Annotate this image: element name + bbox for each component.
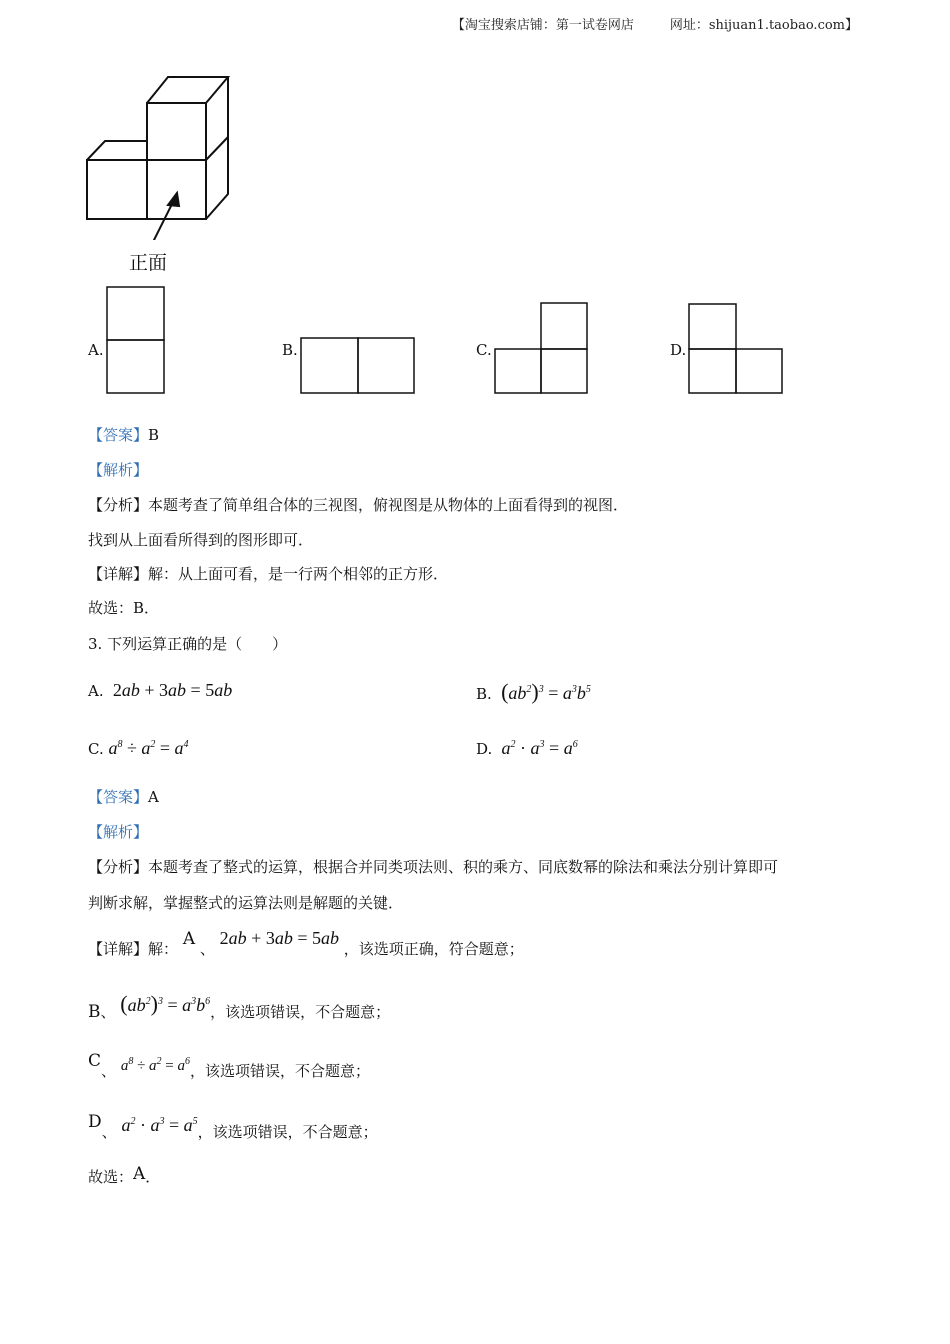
detail-tag: 【详解】: [88, 940, 149, 958]
q2-option-b-label: B.: [282, 341, 298, 359]
detail-sep: 、: [199, 940, 215, 958]
q2-option-a-label: A.: [88, 341, 104, 359]
front-cube-right: [147, 160, 206, 219]
q3-detail-d: [88, 1112, 378, 1142]
q3-conclusion: [88, 1164, 161, 1187]
q3-option-a-expr: 2ab + 3ab = 5ab: [112, 680, 233, 700]
q3-option-b-expr: $(ab^2)^3 = a^3b^5$: [501, 679, 591, 704]
conclusion-prefix: 故选：: [88, 1168, 134, 1186]
shop-info: 【淘宝搜索店铺：第一试卷网店: [451, 18, 634, 33]
q3-detail-b: [88, 991, 391, 1022]
q3-analysis-tag: 【解析】: [88, 823, 149, 841]
q2-option-b-figure: [300, 337, 417, 395]
detail-b-expr: $(ab^2)^3 = a^3b^6$: [120, 991, 211, 1016]
front-cube-top: [147, 103, 206, 160]
detail-letter: A: [182, 929, 196, 949]
q2-option-c-label: C.: [476, 341, 492, 359]
q3-option-a-label: A.: [88, 682, 104, 700]
site-url: 网址：shijuan1.taobao.com】: [669, 18, 858, 33]
q3-stem: 3. 下列运算正确的是（ ）: [88, 635, 288, 653]
cube-figure: [80, 70, 250, 240]
answer-value: A: [148, 788, 159, 806]
detail-prefix: 解：: [148, 940, 179, 958]
detail-sep: 、: [101, 1123, 117, 1141]
detail-c-expr: $a^8 \div a^2 = a^6$: [120, 1056, 191, 1074]
answer-tag: 【答案】: [88, 426, 149, 444]
q2-option-a-figure: [106, 286, 166, 396]
front-cube-left: [87, 160, 147, 219]
q2-answer: [88, 425, 159, 445]
conclusion-suffix: ．: [145, 1168, 161, 1186]
q3-option-b-label: B.: [476, 685, 492, 703]
q3-fenxi: [88, 857, 778, 877]
answer-value: B: [148, 426, 160, 444]
q3-fenxi-2: 判断求解，掌握整式的运算法则是解题的关键．: [88, 894, 404, 912]
page-header: [452, 14, 858, 33]
answer-tag: 【答案】: [88, 788, 149, 806]
q3-option-d-label: D.: [476, 740, 493, 758]
detail-sep: 、: [100, 1003, 116, 1021]
q2-fenxi-2: 找到从上面看所得到的图形即可．: [88, 531, 314, 549]
detail-text: 解：从上面可看，是一行两个相邻的正方形．: [148, 565, 449, 583]
q3-option-d: [476, 735, 578, 759]
fenxi-text: 本题考查了简单组合体的三视图，俯视图是从物体的上面看得到的视图．: [148, 496, 629, 514]
q2-option-d-label: D.: [670, 341, 687, 359]
detail-comment: ，该选项正确，符合题意；: [343, 940, 524, 958]
q3-option-b: [476, 680, 591, 704]
front-label: 正面: [129, 252, 168, 274]
q3-option-d-expr: $a^2 \cdot a^3 = a^6$: [497, 738, 578, 758]
fenxi-tag: 【分析】: [88, 496, 149, 514]
q3-option-c: [88, 735, 189, 759]
q3-option-c-expr: $a^8 \div a^2 = a^4$: [108, 738, 189, 758]
q2-analysis-tag: 【解析】: [88, 461, 149, 479]
q2-option-d-figure: [688, 303, 784, 395]
q3-detail-a: [88, 928, 524, 959]
detail-letter: B: [88, 1002, 101, 1022]
q2-detail: [88, 564, 448, 584]
detail-d-expr: $a^2 \cdot a^3 = a^5$: [121, 1115, 198, 1135]
q3-option-c-label: C.: [88, 740, 104, 758]
detail-comment: ，该选项错误，不合题意；: [210, 1003, 391, 1021]
q3-detail-c: [88, 1051, 371, 1082]
detail-comment: ，该选项错误，不合题意；: [197, 1123, 378, 1141]
detail-letter: D: [88, 1112, 102, 1132]
q2-fenxi: [88, 495, 628, 515]
detail-a-expr: 2ab + 3ab = 5ab: [219, 928, 339, 948]
fenxi-text: 本题考查了整式的运算，根据合并同类项法则、积的乘方、同底数幂的除法和乘法分别计算即可: [148, 858, 779, 876]
q3-option-a: [88, 680, 232, 701]
detail-sep: 、: [101, 1062, 117, 1080]
detail-comment: ，该选项错误，不合题意；: [190, 1062, 371, 1080]
conclusion-letter: A: [133, 1164, 146, 1184]
q2-conclusion: 故选：B．: [88, 599, 160, 617]
detail-letter: C: [88, 1051, 102, 1071]
q2-option-c-figure: [494, 302, 590, 395]
detail-tag: 【详解】: [88, 565, 149, 583]
fenxi-tag: 【分析】: [88, 858, 149, 876]
q3-answer: [88, 787, 159, 807]
